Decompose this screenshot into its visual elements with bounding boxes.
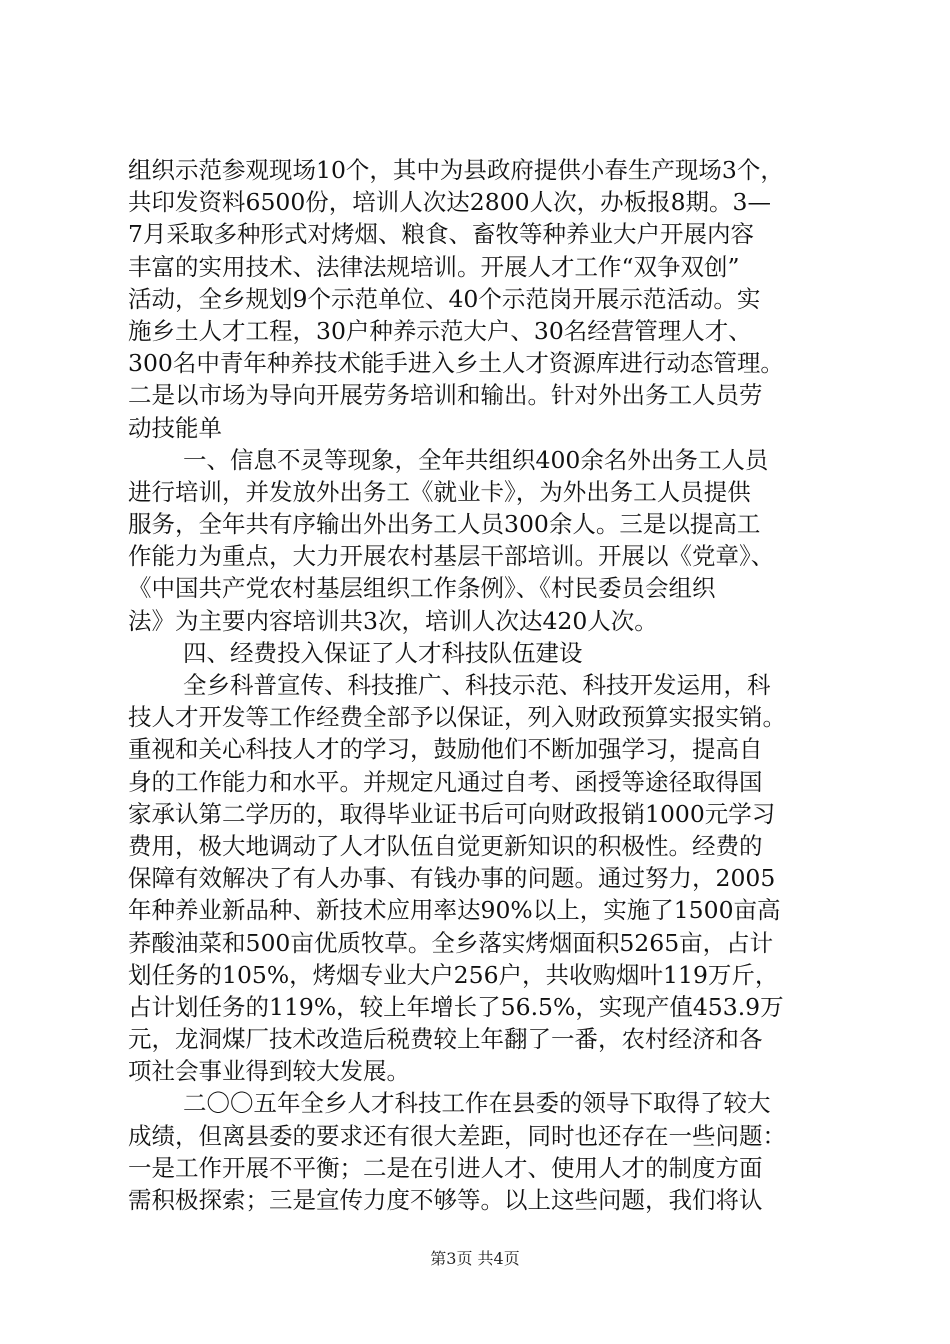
text-line: 共印发资料6500份，培训人次达2800人次，办板报8期。3— bbox=[128, 188, 772, 217]
text-line: 组织示范参观现场10个，其中为县政府提供小春生产现场3个， bbox=[128, 156, 784, 184]
text-line: 《中国共产党农村基层组织工作条例》、《村民委员会组织 bbox=[128, 574, 716, 603]
text-line: 作能力为重点，大力开展农村基层干部培训。开展以《党章》、 bbox=[128, 542, 775, 571]
text-line: 法》为主要内容培训共3次，培训人次达420人次。 bbox=[128, 606, 658, 635]
text-line: 成绩，但离县委的要求还有很大差距，同时也还存在一些问题： bbox=[128, 1121, 786, 1150]
text-line: 费用，极大地调动了人才队伍自觉更新知识的积极性。经费的 bbox=[128, 831, 763, 860]
page-footer: 第3页 共4页 bbox=[430, 1249, 520, 1268]
text-line: 四、经费投入保证了人才科技队伍建设 bbox=[183, 638, 583, 667]
text-line: 300名中青年种养技术能手进入乡土人才资源库进行动态管理。 bbox=[128, 349, 784, 378]
text-line: 二〇〇五年全乡人才科技工作在县委的领导下取得了较大 bbox=[183, 1089, 771, 1118]
text-line: 技人才开发等工作经费全部予以保证，列入财政预算实报实销。 bbox=[128, 703, 786, 732]
text-line: 荞酸油菜和500亩优质牧草。全乡落实烤烟面积5265亩，占计 bbox=[128, 928, 774, 957]
text-line: 重视和关心科技人才的学习，鼓励他们不断加强学习，提高自 bbox=[128, 735, 763, 764]
text-line: 身的工作能力和水平。并规定凡通过自考、函授等途径取得国 bbox=[128, 767, 763, 796]
text-line: 项社会事业得到较大发展。 bbox=[128, 1057, 410, 1086]
text-line: 二是以市场为导向开展劳务培训和输出。针对外出务工人员劳 bbox=[128, 381, 763, 410]
text-line: 活动，全乡规划9个示范单位、40个示范岗开展示范活动。实 bbox=[128, 284, 761, 313]
text-line: 动技能单 bbox=[128, 413, 222, 442]
document-body bbox=[128, 154, 858, 1216]
text-line: 丰富的实用技术、法律法规培训。开展人才工作“双争双创” bbox=[128, 252, 740, 281]
text-line: 划任务的105%，烤烟专业大户256户，共收购烟叶119万斤， bbox=[128, 960, 779, 989]
text-line: 施乡土人才工程，30户种养示范大户、30名经营管理人才、 bbox=[128, 316, 752, 345]
text-line: 家承认第二学历的，取得毕业证书后可向财政报销1000元学习 bbox=[128, 799, 776, 828]
text-line: 年种养业新品种、新技术应用率达90%以上，实施了1500亩高 bbox=[128, 896, 781, 925]
text-line: 7月采取多种形式对烤烟、粮食、畜牧等种养业大户开展内容 bbox=[128, 220, 754, 249]
text-line: 保障有效解决了有人办事、有钱办事的问题。通过努力，2005 bbox=[128, 864, 776, 893]
text-line: 需积极探索；三是宣传力度不够等。以上这些问题，我们将认 bbox=[128, 1186, 763, 1214]
text-line: 一是工作开展不平衡；二是在引进人才、使用人才的制度方面 bbox=[128, 1153, 763, 1182]
text-line: 全乡科普宣传、科技推广、科技示范、科技开发运用，科 bbox=[183, 671, 771, 699]
text-line: 一、信息不灵等现象，全年共组织400余名外出务工人员 bbox=[183, 445, 769, 474]
text-line: 占计划任务的119%，较上年增长了56.5%，实现产值453.9万 bbox=[128, 992, 784, 1021]
text-line: 进行培训，并发放外出务工《就业卡》，为外出务工人员提供 bbox=[128, 477, 751, 506]
text-line: 元，龙洞煤厂技术改造后税费较上年翻了一番，农村经济和各 bbox=[128, 1025, 763, 1054]
text-line: 服务，全年共有序输出外出务工人员300余人。三是以提高工 bbox=[128, 510, 761, 539]
